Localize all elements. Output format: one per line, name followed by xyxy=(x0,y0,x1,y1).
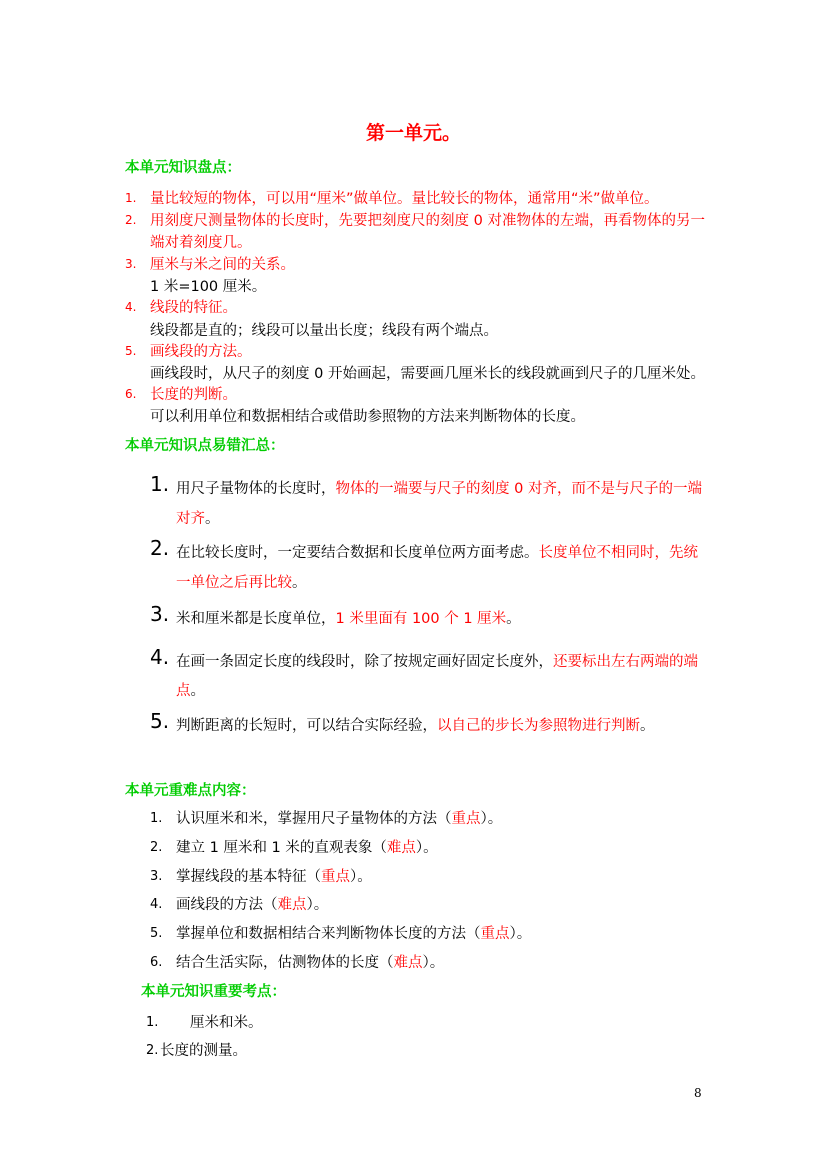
list-number: 1. xyxy=(150,811,163,826)
list-item-text: 认识厘米和米，掌握用尺子量物体的方法（重点）。 xyxy=(176,811,503,827)
list-item-text: 在比较长度时，一定要结合数据和长度单位两方面考虑。长度单位不相同时，先统 xyxy=(176,545,698,561)
list-item-text: 掌握线段的基本特征（重点）。 xyxy=(176,869,372,885)
list-number: 2. xyxy=(146,1043,159,1058)
list-item-text: 厘米与米之间的关系。 xyxy=(150,257,295,273)
list-item-text: 建立 1 厘米和 1 米的直观表象（难点）。 xyxy=(176,840,438,856)
list-number: 1. xyxy=(150,472,170,496)
list-number: 2. xyxy=(125,213,137,227)
list-item-continuation: 一单位之后再比较。 xyxy=(176,575,307,591)
list-item-text: 线段的特征。 xyxy=(150,300,237,316)
list-number: 5. xyxy=(150,926,163,941)
list-item-text: 米和厘米都是长度单位，1 米里面有 100 个 1 厘米。 xyxy=(176,611,521,627)
list-number: 1. xyxy=(125,191,137,205)
list-number: 1. xyxy=(146,1015,159,1030)
list-number: 3. xyxy=(125,257,137,271)
list-item-text: 画线段的方法。 xyxy=(150,344,252,360)
list-number: 3. xyxy=(150,602,170,626)
list-item-continuation: 端对着刻度几。 xyxy=(150,235,252,251)
list-item-text: 长度的判断。 xyxy=(150,387,237,403)
section-heading-exam-points: 本单元知识重要考点： xyxy=(141,984,286,1000)
list-item-detail: 画线段时，从尺子的刻度 0 开始画起，需要画几厘米长的线段就画到尺子的几厘米处。 xyxy=(150,366,705,382)
list-item-text: 判断距离的长短时，可以结合实际经验，以自己的步长为参照物进行判断。 xyxy=(176,718,655,734)
list-number: 4. xyxy=(125,300,137,314)
list-item-text: 在画一条固定长度的线段时，除了按规定画好固定长度外，还要标出左右两端的端 xyxy=(176,654,698,670)
list-item-text: 用刻度尺测量物体的长度时，先要把刻度尺的刻度 0 对准物体的左端，再看物体的另一 xyxy=(150,213,705,229)
section-heading-common-mistakes: 本单元知识点易错汇总： xyxy=(125,438,285,454)
section-heading-key-points: 本单元重难点内容： xyxy=(125,783,256,799)
list-number: 4. xyxy=(150,645,170,669)
list-item-text: 结合生活实际，估测物体的长度（难点）。 xyxy=(176,955,445,971)
list-item-text: 掌握单位和数据相结合来判断物体长度的方法（重点）。 xyxy=(176,926,532,942)
list-item-detail: 线段都是直的；线段可以量出长度；线段有两个端点。 xyxy=(150,323,498,339)
page-number: 8 xyxy=(694,1086,702,1100)
list-item-continuation: 点。 xyxy=(176,683,205,699)
list-number: 4. xyxy=(150,897,163,912)
list-number: 5. xyxy=(150,709,170,733)
list-number: 3. xyxy=(150,869,163,884)
page-title: 第一单元。 xyxy=(365,122,461,144)
list-number: 2. xyxy=(150,536,170,560)
list-number: 2. xyxy=(150,840,163,855)
list-item-text: 厘米和米。 xyxy=(190,1015,263,1031)
list-item-detail: 可以利用单位和数据相结合或借助参照物的方法来判断物体的长度。 xyxy=(150,409,585,425)
list-number: 6. xyxy=(125,387,137,401)
list-item-text: 用尺子量物体的长度时，物体的一端要与尺子的刻度 0 对齐，而不是与尺子的一端 xyxy=(176,481,702,497)
list-item-text: 画线段的方法（难点）。 xyxy=(176,897,329,913)
list-item-text: 量比较短的物体，可以用“厘米”做单位。量比较长的物体，通常用“米”做单位。 xyxy=(150,191,659,207)
section-heading-knowledge-review: 本单元知识盘点： xyxy=(125,160,241,176)
list-number: 6. xyxy=(150,955,163,970)
list-item-text: 长度的测量。 xyxy=(160,1043,247,1059)
list-item-continuation: 对齐。 xyxy=(176,511,220,527)
list-number: 5. xyxy=(125,344,137,358)
list-item-detail: 1 米=100 厘米。 xyxy=(150,279,267,295)
